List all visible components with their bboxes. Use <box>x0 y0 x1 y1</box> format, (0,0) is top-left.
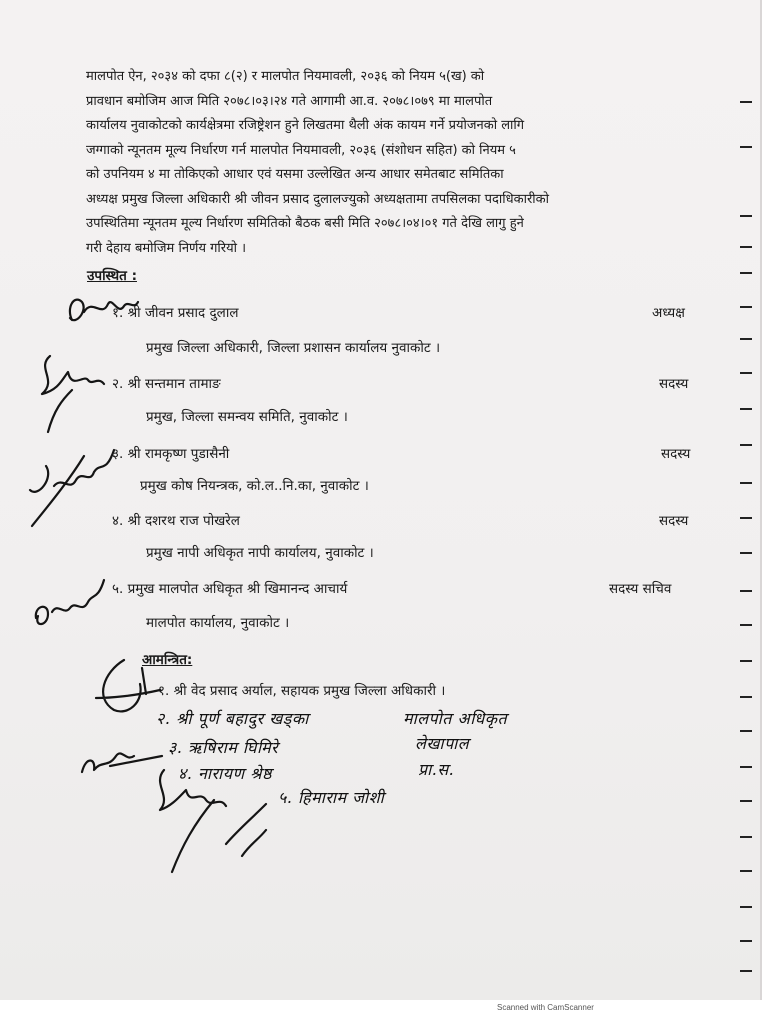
member-role: सदस्य <box>659 376 689 392</box>
member-name: ४. श्री दशरथ राज पोखरेल <box>112 513 240 529</box>
intro-line: को उपनियम ४ मा तोकिएको आधार एवं यसमा उल्लेखित अन्य आधार समेतबाट समितिका <box>86 167 504 182</box>
handwritten-role: प्रा.स. <box>418 760 455 779</box>
handwritten-name: २. श्री पूर्ण बहादुर खड्का <box>156 709 309 728</box>
member-name: ५. प्रमुख मालपोत अधिकृत श्री खिमानन्द आचार्य <box>112 581 348 597</box>
member-office: मालपोत कार्यालय, नुवाकोट । <box>146 615 290 631</box>
member-office: प्रमुख, जिल्ला समन्वय समिति, नुवाकोट । <box>146 409 348 425</box>
intro-paragraph <box>86 65 734 261</box>
signature-invited-3 <box>142 760 282 876</box>
member-name: १. श्री जीवन प्रसाद दुलाल <box>112 305 239 321</box>
intro-line: अध्यक्ष प्रमुख जिल्ला अधिकारी श्री जीवन प्रसाद दुलालज्युको अध्यक्षतामा तपसिलका पदाधिकारीको <box>86 191 550 207</box>
signature-member-2 <box>28 350 108 436</box>
member-name: ३. श्री रामकृष्ण पुडासैनी <box>112 446 230 462</box>
scan-footer <box>0 1000 768 1024</box>
handwritten-name: ५. हिमाराम जोशी <box>278 788 385 807</box>
member-office: प्रमुख नापी अधिकृत नापी कार्यालय, नुवाकोट । <box>146 545 374 561</box>
handwritten-role: लेखापाल <box>415 734 470 753</box>
signature-member-1 <box>62 288 142 336</box>
handwritten-role: मालपोत अधिकृत <box>403 709 508 728</box>
intro-line: प्रावधान बमोजिम आज मिति २०७८।०३।२४ गते आगामी आ.व. २०७८।०७९ मा मालपोत <box>86 93 493 109</box>
intro-line: उपस्थितिमा न्यूनतम मूल्य निर्धारण समितिको बैठक बसी मिति २०७८।०४।०१ गते देखि लागु हुने <box>86 216 524 231</box>
member-role: अध्यक्ष <box>652 305 685 321</box>
handwritten-name: ४. नारायण श्रेष्ठ <box>178 764 272 783</box>
member-name: २. श्री सन्तमान तामाङ <box>112 376 221 392</box>
member-office: प्रमुख जिल्ला अधिकारी, जिल्ला प्रशासन कार्यालय नुवाकोट । <box>146 340 441 356</box>
member-office: प्रमुख कोष नियन्त्रक, को.ल..नि.का, नुवाकोट । <box>140 478 369 494</box>
scanner-watermark: Scanned with CamScanner <box>497 1003 594 1012</box>
intro-line: मालपोत ऐन, २०३४ को दफा ८(२) र मालपोत नियमावली, २०३६ को नियम ५(ख) को <box>86 69 485 84</box>
invited-typed-entry: १. श्री वेद प्रसाद अर्याल, सहायक प्रमुख जिल्ला अधिकारी । <box>158 683 446 699</box>
signature-invited-1 <box>84 654 164 724</box>
invited-heading: आमन्त्रित: <box>142 652 193 668</box>
signature-member-3 <box>24 436 120 528</box>
signature-member-5 <box>28 572 108 636</box>
intro-line: जग्गाको न्यूनतम मूल्य निर्धारण गर्न मालपोत नियमावली, २०३६ (संशोधन सहित) को नियम ५ <box>86 142 516 158</box>
member-role: सदस्य <box>661 446 691 462</box>
intro-line: कार्यालय नुवाकोटको कार्यक्षेत्रमा रजिष्ट्रेशन हुने लिखतमा थैली अंक कायम गर्ने प्रयोजनको लागि <box>86 118 525 133</box>
member-role: सदस्य सचिव <box>609 581 672 597</box>
member-role: सदस्य <box>659 513 689 529</box>
handwritten-name: ३. ऋषिराम घिमिरे <box>168 738 279 757</box>
intro-line: गरी देहाय बमोजिम निर्णय गरियो । <box>86 240 247 256</box>
present-heading: उपस्थित : <box>87 268 137 284</box>
